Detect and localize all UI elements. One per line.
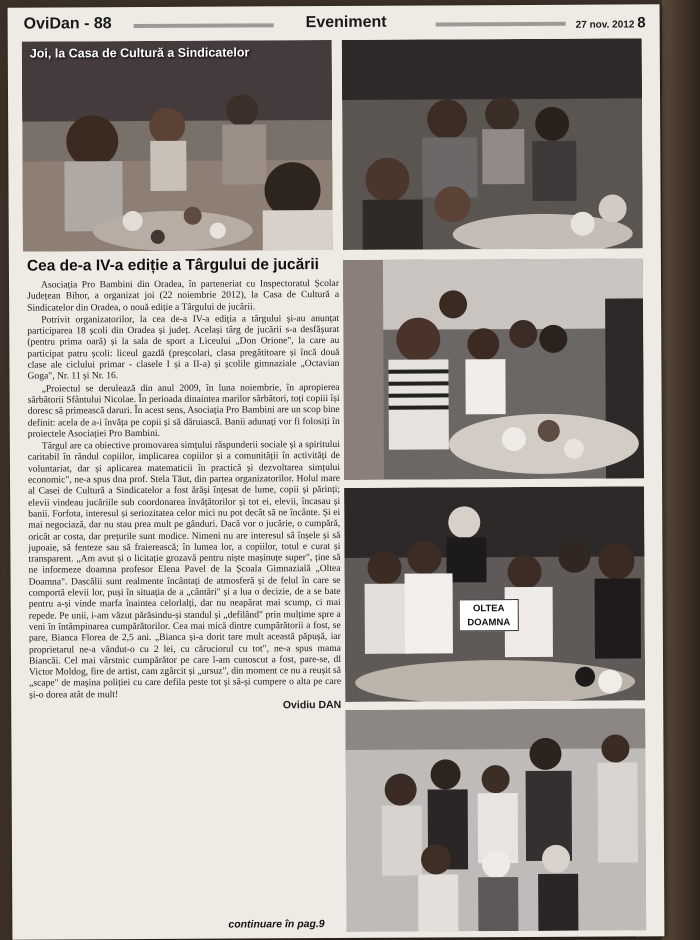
section-name: Eveniment (305, 13, 387, 32)
article-paragraph: Târgul are ca obiective promovarea simțului răspunderii sociale și a spiritului caritabil în rândul copiilor, implicarea copiilor și a comunității în activități de voluntariat, dar și aplicarea matematicii în practică și dezvoltarea simțului economic", ne-a spus dna prof. Stela Tăut, din partea organizatorilor. Holul mare al Casei de Cultură a Sindicatelor a fost ărăși înțesat de lume, copii și părinți; elevii vindeau jucăriile sub coordonarea învățătorilor și tot ei, elevii, încasau și banii. Forfota, interesul și seriozitatea celor mici nu pot decât să ne încânte. Și ei mai negociază, dar nu stau prea mult pe gânduri. Dacă vor o jucărie, o cumpără, oricât ar costa, dar prețurile sunt modice. Nimeni nu are interesul să înșele și să jupoaie, să fenteze sau să fraierească; în lumea lor, a copiilor, totul e curat și transparent. „Am avut și o licitație grozavă pentru niște mașinuțe super", ține să ne informeze doamna profesor Elena Pavel de la Școala Gimnazială „Oltea Doamna". Dascălii sunt realmente încântați de atmosferă și de felul în care se comportă elevii lor, puși în situația de a „cântări" și a lua o decizie, de a se bate pentru a-și vinde marfa înaintea celorlalți, dar nu neapărat mai scump, ci mai repede. Pe unii, i-am văzut părăsindu-și standul și „defilând" prin mulțime spre a veni în întâmpinarea cumpărătorilor. Cea mai mică dintre cumpărătorii a fost, se pare, Bianca Florea de 2,5 ani. „Bianca și-a dorit tare mult această păpușă, iar proprietarul ne-a vândut-o cu 2 lei, cu căruciorul cu tot", ne-a spus mama Biancăi. Cel mai vârstnic cumpărător pe care l-am cunoscut a fost, pare-se, dl Victor Moldog, fire de artist, cam zgârcit și „ursuz", din moment ce nu a reușit să „scape" de mașina poliției cu care defila peste tot și să-și cumpere o alta pe care și-o dorea atât de mult! (27, 439, 342, 701)
continuation-note: continuare în pag.9 (228, 918, 325, 931)
sign-line-2: DOAMNA (467, 617, 511, 629)
header-rule-right (436, 22, 566, 27)
photo-children-toys-2 (342, 38, 643, 250)
page-number: 8 (637, 14, 646, 32)
article-headline: Cea de-a IV-a ediție a Târgului de jucării (26, 256, 319, 275)
binding-edge (662, 0, 700, 940)
photo-children-toys-3 (343, 258, 644, 480)
newspaper-page (8, 4, 665, 939)
school-sign (459, 599, 519, 631)
photo-children-crowd (345, 708, 646, 932)
header-rule-left (134, 23, 274, 28)
issue-date: 27 nov. 2012 (575, 19, 635, 31)
photo-caption: Joi, la Casa de Cultură a Sindicatelor (29, 45, 250, 61)
photo-children-oltea-doamna (344, 486, 645, 702)
issue-date-page (576, 14, 646, 31)
article-byline: Ovidiu DAN (282, 698, 342, 712)
sign-line-1: OLTEA (472, 603, 505, 615)
article-body (27, 278, 341, 713)
article-paragraph: „Proiectul se derulează din anul 2009, în luna noiembrie, în apropierea sărbătorii Sfântului Nicolae. În perioada dinaintea marilor sărbători, toți copiii își doresc să primească daruri. În acest sens, Asociația Pro Bambini are un scop bine definit: acela de a-i învăța pe copii și să dăruiască. Banii adunați vor fi folosiți în proiectele Asociației Pro Bambini. (27, 381, 340, 440)
page-header (16, 8, 652, 35)
article-paragraph: Asociația Pro Bambini din Oradea, în parteneriat cu Inspectoratul Școlar Județean Bihor, a organizat joi (22 noiembrie 2012), la Casa de Cultură a Sindicatelor din Oradea, o nouă ediție a Târgului de jucării. (27, 277, 340, 314)
article-paragraph: Potrivit organizatorilor, la cea de-a IV-a ediția a târgului și-au anunțat participarea 18 școli din Oradea și județ. Același târg de jucării s-a desfășurat (pentru prima oară) și la sala de sport a Liceului „Don Orione", la care au participat patru școli: liceul gazdă (preșcolari, clasa pregătitoare și încă două clase ale ciclului primar - clasele I și a II-a) și școlile gimnaziale „Octavian Goga", Nr. 11 și Nr. 16. (27, 312, 340, 382)
photo-children-toys-1 (22, 40, 333, 252)
publication-name: OviDan - 88 (23, 15, 112, 33)
